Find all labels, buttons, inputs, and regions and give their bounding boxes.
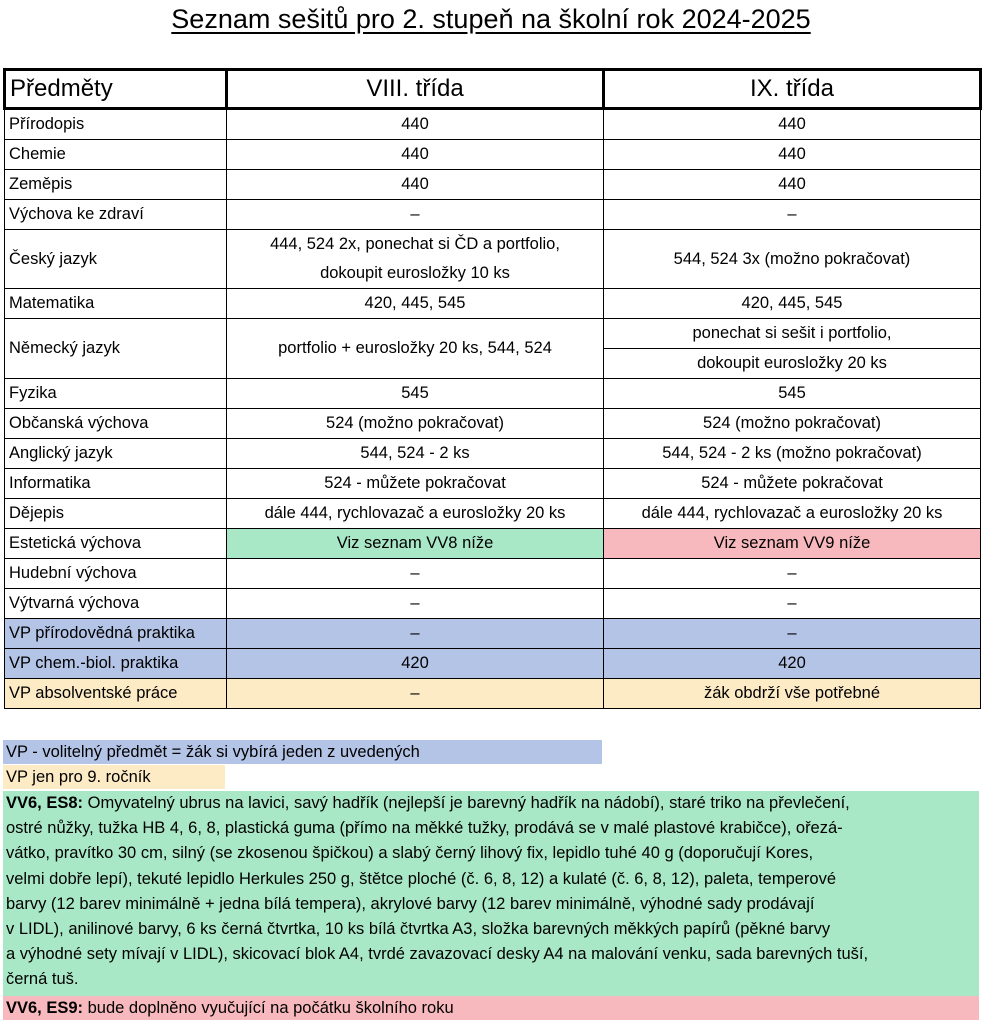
subject-cell: Výchova ke zdraví	[5, 200, 227, 230]
table-row	[5, 140, 981, 170]
vv8-label: VV6, ES8:	[6, 794, 84, 812]
class-ix-cell: 524 (možno pokračovat)	[604, 409, 981, 439]
class-ix-cell: 440	[604, 109, 981, 140]
table-row	[5, 289, 981, 319]
legend-vp-9: VP jen pro 9. ročník	[3, 765, 225, 789]
subject-cell: VP absolventské práce	[5, 679, 227, 709]
cell-line: 444, 524 2x, ponechat si ČD a portfolio,	[270, 235, 560, 253]
table-row	[5, 649, 981, 679]
table-header-row	[5, 70, 981, 109]
table-row	[5, 499, 981, 529]
vv8-line	[6, 791, 979, 816]
subject-cell: Dějepis	[5, 499, 227, 529]
header-subjects: Předměty	[5, 70, 227, 109]
class-ix-cell: 524 - můžete pokračovat	[604, 469, 981, 499]
vv8-line: barvy (12 barev minimálně + jedna bílá tempera), akrylové barvy (12 barev minimálně, výhodné sady prodávají	[6, 894, 815, 913]
class-viii-cell: –	[227, 679, 604, 709]
table-row	[5, 379, 981, 409]
cell-line: ponechat si sešit i portfolio,	[604, 319, 980, 349]
subject-cell: Zeměpis	[5, 170, 227, 200]
class-ix-cell: –	[604, 619, 981, 649]
class-ix-cell: 440	[604, 140, 981, 170]
vv9-text: bude doplněno vyučující na počátku školního roku	[83, 999, 454, 1017]
class-viii-cell: –	[227, 559, 604, 589]
vv8-line: a výhodné sety mívají v LIDL), skicovací blok A4, tvrdé zavazovací desky A4 na malování venku, sada barevných tuší,	[6, 945, 869, 964]
class-viii-cell: 545	[227, 379, 604, 409]
class-ix-cell: –	[604, 559, 981, 589]
class-viii-cell: –	[227, 589, 604, 619]
table-row	[5, 109, 981, 140]
subject-cell: Český jazyk	[5, 230, 227, 289]
table-row	[5, 409, 981, 439]
table-row	[5, 679, 981, 709]
subject-cell: VP přírodovědná praktika	[5, 619, 227, 649]
header-class-ix: IX. třída	[604, 70, 981, 109]
subject-cell: Občanská výchova	[5, 409, 227, 439]
class-ix-cell: 420, 445, 545	[604, 289, 981, 319]
table-row	[5, 230, 981, 289]
subject-cell: Fyzika	[5, 379, 227, 409]
class-ix-cell: 544, 524 - 2 ks (možno pokračovat)	[604, 439, 981, 469]
legend-vp: VP - volitelný předmět = žák si vybírá jeden z uvedených	[3, 740, 602, 764]
table-row	[5, 559, 981, 589]
class-ix-cell	[604, 319, 981, 379]
class-viii-cell: 524 - můžete pokračovat	[227, 469, 604, 499]
table-row	[5, 170, 981, 200]
cell-line: dokoupit eurosložky 20 ks	[697, 354, 887, 372]
vv8-line: vátko, pravítko 30 cm, silný (se zkosenou špičkou) a slabý černý lihový fix, lepidlo tuhé 40 g (doporučují Kores,	[6, 844, 814, 863]
class-viii-cell: 524 (možno pokračovat)	[227, 409, 604, 439]
vv8-line: v LIDL), anilinové barvy, 6 ks černá čtvrtka, 10 ks bílá čtvrtka A3, složka barevných měkkých papírů (pěkné barvy	[6, 920, 831, 939]
table-row	[5, 589, 981, 619]
vv8-line: černá tuš.	[6, 970, 79, 989]
class-viii-cell: Viz seznam VV8 níže	[227, 529, 604, 559]
class-ix-cell: 545	[604, 379, 981, 409]
vv8-supply-list	[3, 791, 979, 996]
class-ix-cell: 440	[604, 170, 981, 200]
class-ix-cell: Viz seznam VV9 níže	[604, 529, 981, 559]
subject-cell: Hudební výchova	[5, 559, 227, 589]
class-viii-cell: dále 444, rychlovazač a eurosložky 20 ks	[227, 499, 604, 529]
vv8-text: Omyvatelný ubrus na lavici, savý hadřík (nejlepší je barevný hadřík na nádobí), staré triko na převlečení,	[83, 794, 850, 812]
table-row	[5, 200, 981, 230]
notebook-table	[3, 68, 982, 709]
subject-cell: VP chem.-biol. praktika	[5, 649, 227, 679]
subject-cell: Informatika	[5, 469, 227, 499]
table-row	[5, 439, 981, 469]
class-viii-cell: 420, 445, 545	[227, 289, 604, 319]
class-viii-cell: 440	[227, 140, 604, 170]
subject-cell: Anglický jazyk	[5, 439, 227, 469]
class-viii-cell: 440	[227, 109, 604, 140]
class-ix-cell: –	[604, 589, 981, 619]
vv8-line: velmi dobře lepí), tekuté lepidlo Herkules 250 g, štětce ploché (č. 6, 8, 12) a kulaté (č. 6, 8, 12), paleta, temperové	[6, 869, 837, 888]
class-viii-cell: 420	[227, 649, 604, 679]
class-viii-cell: portfolio + eurosložky 20 ks, 544, 524	[227, 319, 604, 379]
table-row	[5, 619, 981, 649]
subject-cell: Matematika	[5, 289, 227, 319]
class-viii-cell: 544, 524 - 2 ks	[227, 439, 604, 469]
class-ix-cell: dále 444, rychlovazač a eurosložky 20 ks	[604, 499, 981, 529]
subject-cell: Německý jazyk	[5, 319, 227, 379]
subject-cell: Výtvarná výchova	[5, 589, 227, 619]
class-viii-cell: –	[227, 619, 604, 649]
class-ix-cell: 420	[604, 649, 981, 679]
table-row	[5, 469, 981, 499]
subject-cell: Chemie	[5, 140, 227, 170]
class-viii-cell	[227, 230, 604, 289]
page-title: Seznam sešitů pro 2. stupeň na školní rok 2024-2025	[171, 4, 811, 34]
vv8-line: ostré nůžky, tužka HB 4, 6, 8, plastická guma (přímo na měkké tužky, prodává se v malé plastové krabičce), ořezá-	[6, 819, 843, 838]
header-class-viii: VIII. třída	[227, 70, 604, 109]
table-row	[5, 319, 981, 379]
class-viii-cell: 440	[227, 170, 604, 200]
vv9-label: VV6, ES9:	[6, 999, 84, 1017]
class-ix-cell: žák obdrží vše potřebné	[604, 679, 981, 709]
class-ix-cell: 544, 524 3x (možno pokračovat)	[604, 230, 981, 289]
subject-cell: Přírodopis	[5, 109, 227, 140]
subject-cell: Estetická výchova	[5, 529, 227, 559]
class-viii-cell: –	[227, 200, 604, 230]
cell-line: dokoupit eurosložky 10 ks	[320, 264, 510, 282]
vv9-note	[3, 996, 979, 1020]
class-ix-cell: –	[604, 200, 981, 230]
table-row	[5, 529, 981, 559]
